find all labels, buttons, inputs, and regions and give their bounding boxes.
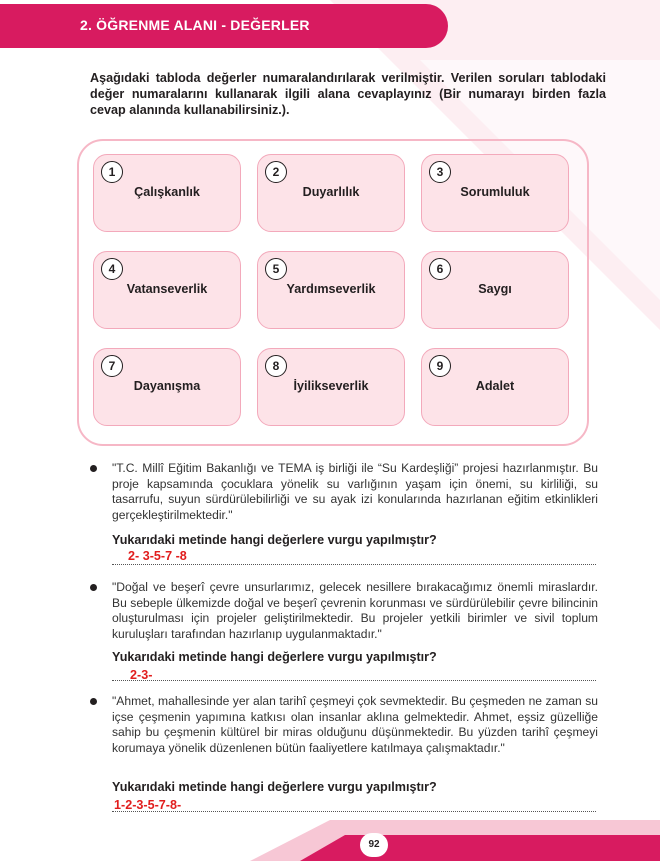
value-card-7	[93, 348, 241, 426]
value-label: Çalışkanlık	[134, 185, 200, 199]
value-number: 4	[101, 258, 123, 280]
bullet-icon	[90, 698, 97, 705]
answer-text[interactable]: 2-3-	[130, 668, 153, 682]
page-number: 92	[360, 833, 388, 857]
section-title: 2. ÖĞRENME ALANI - DEĞERLER	[80, 17, 310, 33]
value-number: 3	[429, 161, 451, 183]
value-card-3	[421, 154, 569, 232]
value-card-8	[257, 348, 405, 426]
instructions-text: Aşağıdaki tabloda değerler numaralandırılarak verilmiştir. Verilen soruları tablodaki değer numaralarını kullanarak ilgili alana cevaplayınız (Bir numarayı birden fazla cevap alanında kullanabilirsiniz.).	[90, 71, 606, 117]
question-text: "T.C. Millî Eğitim Bakanlığı ve TEMA iş birliği ile “Su Kardeşliği” projesi hazırlanmıştır. Bu proje kapsamında çocuklara yönelik su varlığının yaşam için önemi, su kirliliği, su tasarrufu, suyun sürdürülebilirliği ve su ayak izi konularında hazırlanan eğitim etkinlikleri gerçekleştirilmektedir."	[112, 461, 598, 522]
answer-line	[112, 811, 596, 812]
question-text: "Ahmet, mahallesinde yer alan tarihî çeşmeyi çok sevmektedir. Bu çeşmeden ne zaman su içse çeşmenin yapımına katkısı olan insanlar aklına gelmektedir. Ahmet, eşsiz güzelliğe sahip bu çeşmenin kültürel bir miras olduğunu düşünmektedir. Bu yüzden tarihî çeşmeyi korumaya yönelik düzenlenen bütün faaliyetlere katılmaya çalışmaktadır."	[112, 694, 598, 755]
question-prompt: Yukarıdaki metinde hangi değerlere vurgu yapılmıştır?	[112, 533, 437, 547]
question-prompt: Yukarıdaki metinde hangi değerlere vurgu yapılmıştır?	[112, 780, 437, 794]
question-2	[90, 580, 606, 685]
value-card-4	[93, 251, 241, 329]
question-text: "Doğal ve beşerî çevre unsurlarımız, gelecek nesillere bırakacağımız önemli miraslardır. Bu sebeple ülkemizde doğal ve beşerî çevrenin korunması ve sürdürülebilir çevre bilincinin oluşturulması için projeler geliştirilmektedir. Bu projeler yetkili birimler ve sivil toplum kuruluşları tarafından hazırlanıp uygulanmaktadır."	[112, 580, 598, 641]
value-label: İyilikseverlik	[293, 379, 369, 393]
answer-text[interactable]: 2- 3-5-7 -8	[128, 549, 187, 563]
value-number: 2	[265, 161, 287, 183]
value-label: Sorumluluk	[460, 185, 530, 199]
value-number: 6	[429, 258, 451, 280]
value-label: Adalet	[475, 379, 515, 393]
value-card-6	[421, 251, 569, 329]
section-header	[0, 4, 448, 48]
answer-line	[112, 680, 596, 681]
value-card-9	[421, 348, 569, 426]
value-label: Vatanseverlik	[126, 282, 208, 296]
bullet-icon	[90, 584, 97, 591]
value-card-1	[93, 154, 241, 232]
bullet-icon	[90, 465, 97, 472]
value-number: 5	[265, 258, 287, 280]
value-label: Dayanışma	[133, 379, 201, 393]
value-number: 9	[429, 355, 451, 377]
question-prompt: Yukarıdaki metinde hangi değerlere vurgu yapılmıştır?	[112, 650, 437, 664]
answer-line	[112, 564, 596, 565]
value-label: Saygı	[478, 282, 512, 296]
value-number: 8	[265, 355, 287, 377]
question-1	[90, 461, 606, 571]
value-number: 7	[101, 355, 123, 377]
answer-text[interactable]: 1-2-3-5-7-8-	[114, 798, 182, 812]
value-card-2	[257, 154, 405, 232]
value-number: 1	[101, 161, 123, 183]
question-3	[90, 694, 606, 819]
value-label: Yardımseverlik	[286, 282, 376, 296]
value-card-5	[257, 251, 405, 329]
value-label: Duyarlılık	[302, 185, 360, 199]
